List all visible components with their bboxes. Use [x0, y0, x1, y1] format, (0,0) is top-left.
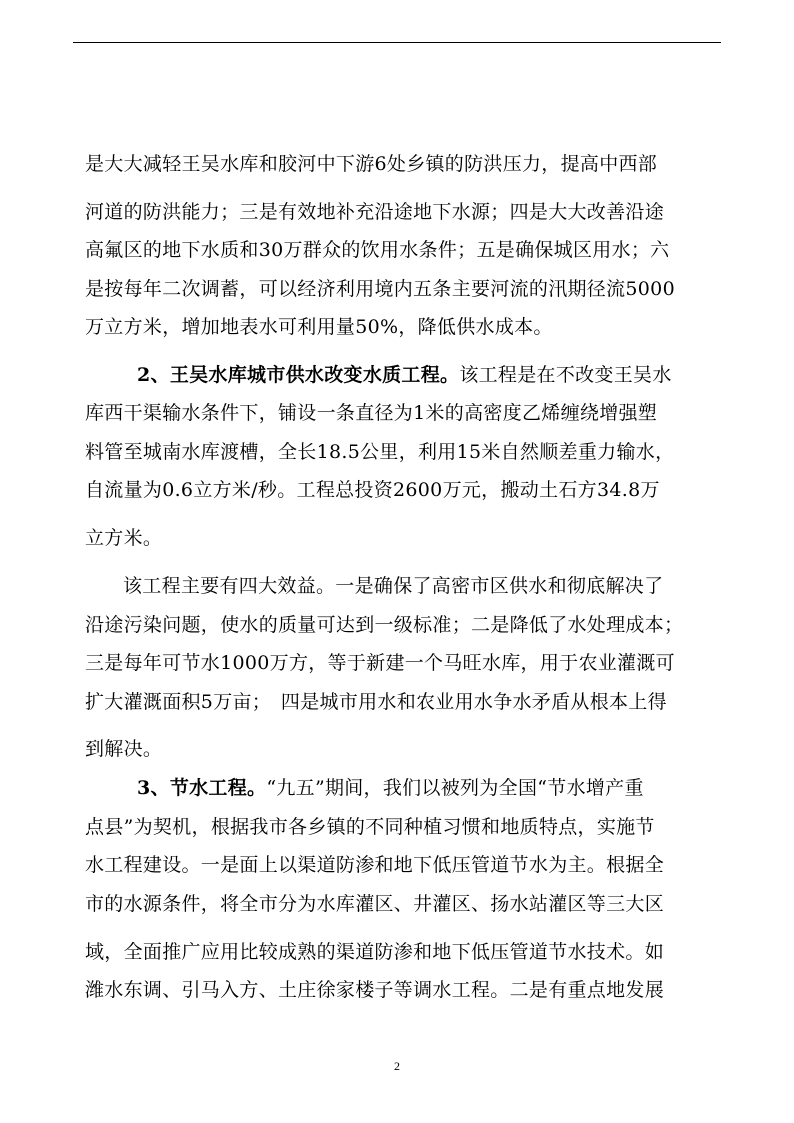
text-run: 该工程是在不改变王吴水: [459, 364, 672, 386]
text-line: 自流量为0.6立方米/秒。工程总投资2600万元，搬动土石方34.8万: [85, 479, 660, 501]
text-line: 是大大减轻王吴水库和胶河中下游6处乡镇的防洪压力，提高中西部: [85, 153, 658, 175]
header-rule: [73, 42, 721, 43]
text-line: 三是每年可节水1000万方，等于新建一个马旺水库，用于农业灌溉可: [85, 652, 675, 674]
text-line: 立方米。: [85, 527, 163, 549]
text-line: 万立方米，增加地表水可利用量50%，降低供水成本。: [85, 316, 553, 338]
text-line: 是按每年二次调蓄，可以经济利用境内五条主要河流的汛期径流5000: [85, 278, 675, 300]
text-run: “九五”期间，我们以被列为全国“节水增产重: [266, 777, 644, 799]
text-line: 该工程主要有四大效益。一是确保了高密市区供水和彻底解决了: [123, 575, 664, 597]
page-number: 2: [394, 1059, 400, 1073]
text-line: 点县”为契机，根据我市各乡镇的不同种植习惯和地质特点，实施节: [85, 816, 655, 838]
text-line: 料管至城南水库渡槽，全长18.5公里，利用15米自然顺差重力输水，: [85, 441, 675, 463]
text-line: 沿途污染问题，使水的质量可达到一级标准；二是降低了水处理成本；: [85, 614, 684, 636]
text-line: 域，全面推广应用比较成熟的渠道防渗和地下低压管道节水技术。如: [85, 941, 665, 963]
text-line: 市的水源条件，将全市分为水库灌区、井灌区、扬水站灌区等三大区: [85, 893, 665, 915]
text-line: [137, 363, 777, 387]
text-line: 高氟区的地下水质和30万群众的饮用水条件；五是确保城区用水；六: [85, 239, 670, 261]
section-heading: 2、王吴水库城市供水改变水质工程。: [137, 364, 460, 386]
text-line: 库西干渠输水条件下，铺设一条直径为1米的高密度乙烯缠绕增强塑: [85, 402, 658, 424]
text-line: 水工程建设。一是面上以渠道防渗和地下低压管道节水为主。根据全: [85, 854, 665, 876]
text-line: 到解决。: [85, 738, 163, 760]
text-line: 河道的防洪能力；三是有效地补充沿途地下水源；四是大大改善沿途: [85, 201, 665, 223]
text-line: 潍水东调、引马入方、土庄徐家楼子等调水工程。二是有重点地发展: [85, 979, 665, 1001]
text-line: 扩大灌溉面积5万亩； 四是城市用水和农业用水争水矛盾从根本上得: [85, 691, 667, 713]
section-heading: 3、节水工程。: [137, 777, 267, 799]
text-line: [137, 776, 777, 800]
